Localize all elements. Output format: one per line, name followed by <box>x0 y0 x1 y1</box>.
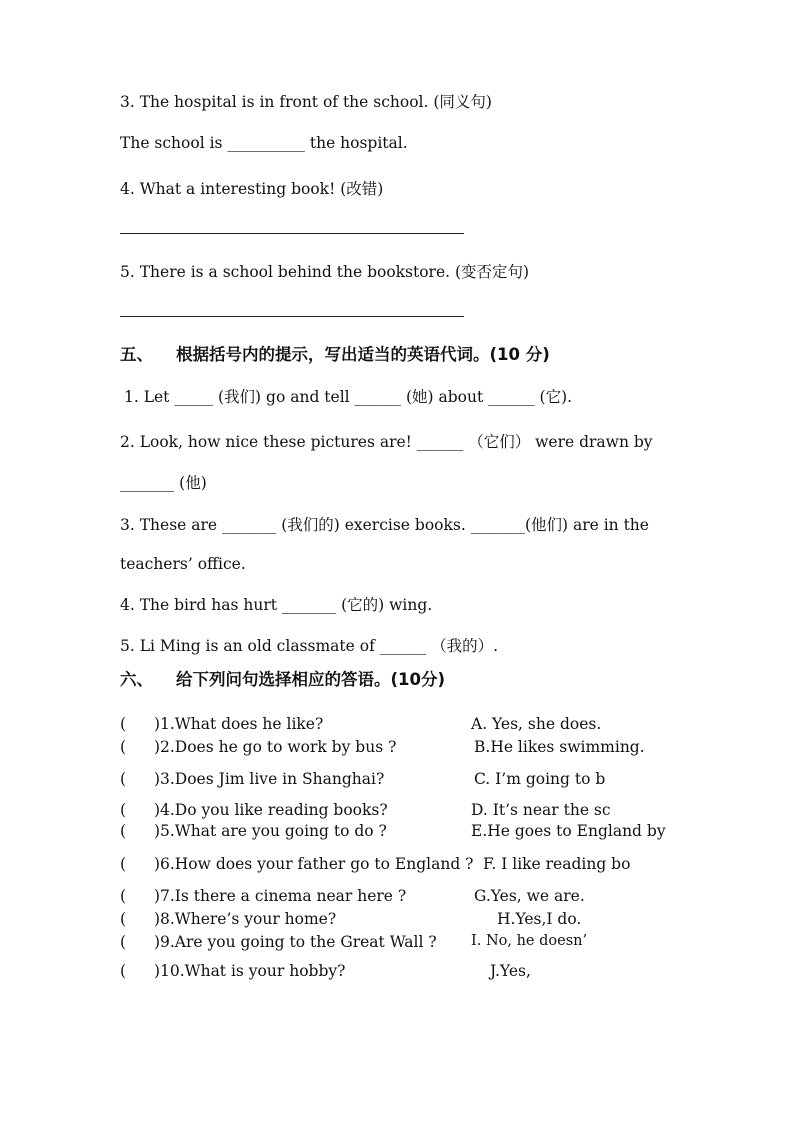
matching-question: 10.What is your hobby? <box>160 962 346 980</box>
section-6-title: 给下列问句选择相应的答语。(10分) <box>176 670 446 689</box>
answer-blank-close: ) <box>154 738 161 756</box>
answer-blank-open: ( <box>120 887 127 905</box>
matching-answer: B.He likes swimming. <box>474 738 645 756</box>
matching-question: 6.How does your father go to England ? <box>160 855 474 873</box>
s5-question-3-line2: teachers’ office. <box>120 555 246 573</box>
section-5-heading <box>120 341 550 365</box>
matching-question: 7.Is there a cinema near here ? <box>160 887 407 905</box>
matching-question: 8.Where’s your home? <box>160 910 337 928</box>
matching-question: 3.Does Jim live in Shanghai? <box>160 770 385 788</box>
s5-question-1: 1. Let _____ (我们) go and tell ______ (她) about ______ (它). <box>124 388 573 406</box>
answer-blank-close: ) <box>154 855 161 873</box>
answer-blank-close: ) <box>154 910 161 928</box>
matching-question: 5.What are you going to do ? <box>160 822 387 840</box>
answer-blank-close: ) <box>154 770 161 788</box>
section-6-heading <box>120 666 445 690</box>
s5-question-3-line1: 3. These are _______ (我们的) exercise books. _______(他们) are in the <box>120 516 649 534</box>
s5-question-2-line1: 2. Look, how nice these pictures are! ______ （它们） were drawn by <box>120 433 653 451</box>
matching-answer: C. I’m going to b <box>474 770 606 788</box>
answer-blank-open: ( <box>120 822 127 840</box>
answer-blank-close: ) <box>154 715 161 733</box>
answer-blank-open: ( <box>120 910 127 928</box>
answer-line <box>120 233 464 234</box>
answer-blank-open: ( <box>120 801 127 819</box>
matching-answer: H.Yes,I do. <box>497 910 582 928</box>
answer-blank-close: ) <box>154 933 161 951</box>
answer-blank-close: ) <box>154 822 161 840</box>
s5-question-5: 5. Li Ming is an old classmate of ______ （我的）. <box>120 637 499 655</box>
matching-answer: E.He goes to England by <box>471 822 666 840</box>
matching-answer: I. No, he doesn’ <box>471 933 588 949</box>
answer-line <box>120 316 464 317</box>
answer-blank-close: ) <box>154 801 161 819</box>
section-6-number: 六、 <box>120 670 153 689</box>
section-5-number: 五、 <box>120 345 153 364</box>
matching-answer: G.Yes, we are. <box>474 887 585 905</box>
answer-blank-open: ( <box>120 770 127 788</box>
answer-blank-open: ( <box>120 855 127 873</box>
matching-question: 4.Do you like reading books? <box>160 801 388 819</box>
matching-question: 2.Does he go to work by bus ? <box>160 738 397 756</box>
matching-answer: D. It’s near the sc <box>471 801 611 819</box>
answer-blank-open: ( <box>120 962 127 980</box>
s4-question-5: 5. There is a school behind the bookstore. (变否定句) <box>120 263 530 281</box>
s4-question-4: 4. What a interesting book! (改错) <box>120 180 384 198</box>
s5-question-4: 4. The bird has hurt _______ (它的) wing. <box>120 596 433 614</box>
s4-question-3-answer: The school is __________ the hospital. <box>120 134 408 152</box>
s4-question-3: 3. The hospital is in front of the school. (同义句) <box>120 93 492 111</box>
matching-answer: J.Yes, <box>490 962 531 980</box>
answer-blank-close: ) <box>154 887 161 905</box>
matching-answer: F. I like reading bo <box>483 855 631 873</box>
answer-blank-open: ( <box>120 738 127 756</box>
answer-blank-close: ) <box>154 962 161 980</box>
matching-question: 1.What does he like? <box>160 715 324 733</box>
answer-blank-open: ( <box>120 715 127 733</box>
answer-blank-open: ( <box>120 933 127 951</box>
matching-question: 9.Are you going to the Great Wall ? <box>160 933 437 951</box>
section-5-title: 根据括号内的提示，写出适当的英语代词。(10 分) <box>176 345 550 364</box>
matching-answer: A. Yes, she does. <box>471 715 602 733</box>
s5-question-2-line2: _______ (他) <box>120 474 207 492</box>
